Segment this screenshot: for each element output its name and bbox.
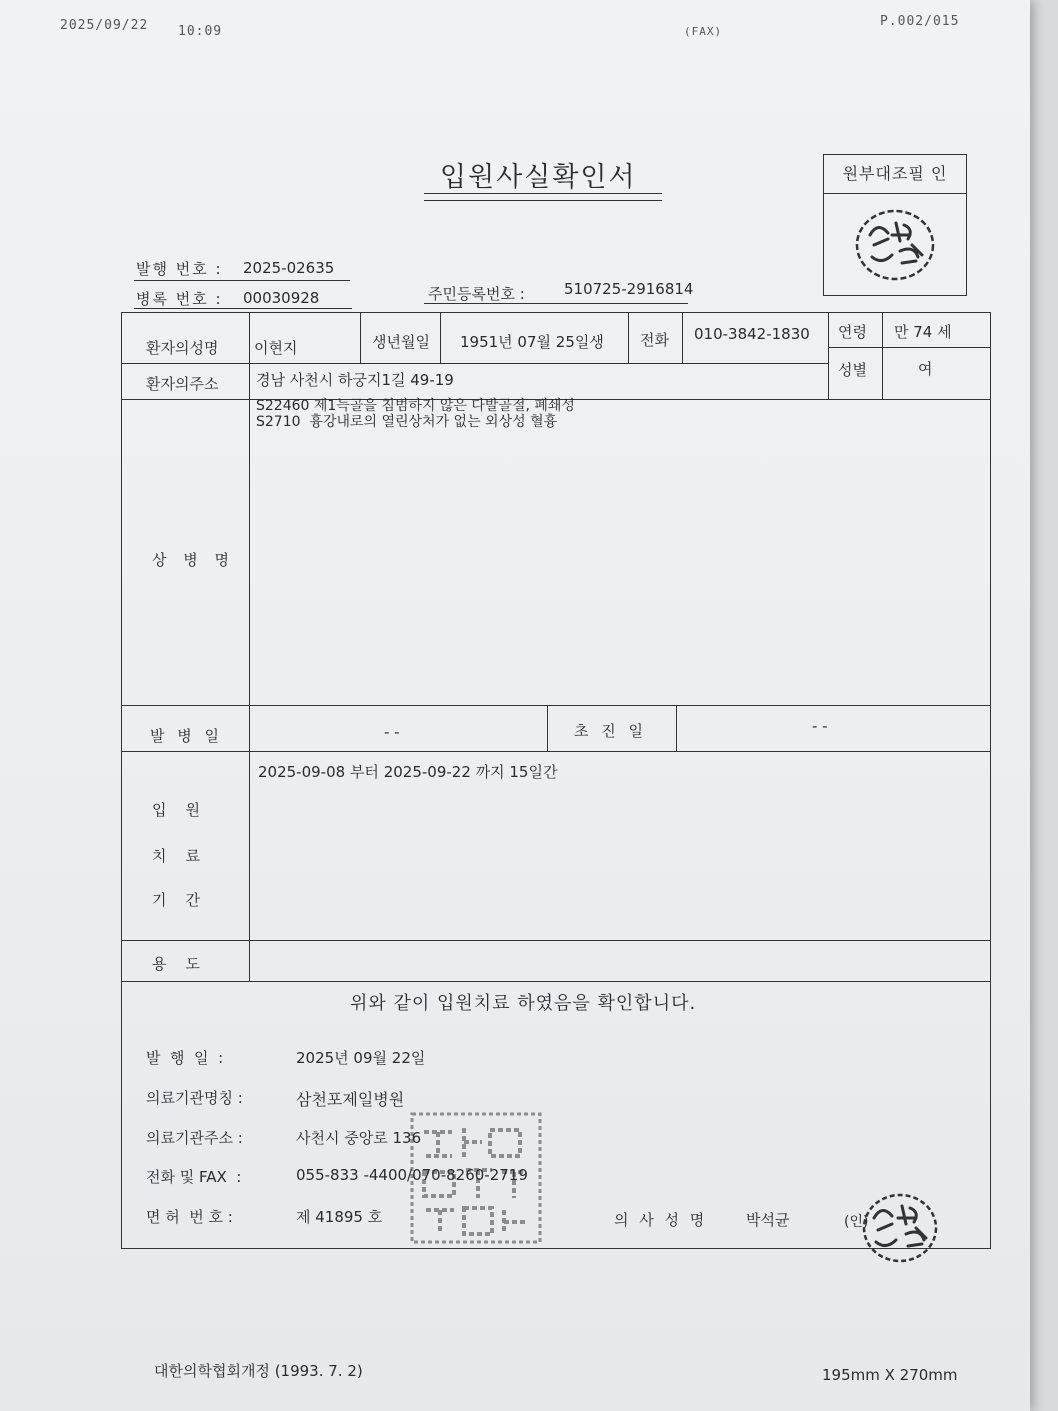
resident-number-value: 510725-2916814 — [564, 280, 694, 298]
institution-name-label: 의료기관명칭 : — [146, 1089, 243, 1107]
row-line-4 — [122, 751, 990, 752]
col-line-firstvisit-val — [676, 705, 677, 751]
issue-date-label: 발 행 일 : — [146, 1049, 224, 1067]
title-underline-2 — [424, 200, 662, 201]
resident-number-label: 주민등록번호 : — [428, 285, 525, 303]
admission-label-2: 치 료 — [152, 847, 201, 865]
paper-size-note: 195mm X 270mm — [822, 1366, 958, 1384]
fax-date: 2025/09/22 — [60, 18, 149, 33]
diagnosis-line-1: S22460 제1늑골을 침범하지 않은 다발골절, 폐쇄성 — [256, 398, 575, 414]
sex-value: 여 — [918, 360, 933, 378]
info-table — [121, 312, 991, 1249]
title-underline — [424, 193, 662, 194]
row-line-3 — [122, 705, 990, 706]
confirmation-statement: 위와 같이 입원치료 하였음을 확인합니다. — [350, 993, 697, 1014]
seal-mark: (인) — [844, 1214, 869, 1230]
license-number-value: 제 41895 호 — [296, 1208, 383, 1226]
onset-value: - - — [384, 723, 400, 741]
fax-time: 10:09 — [178, 24, 223, 39]
phone-label: 전화 — [640, 331, 669, 349]
admission-label-3: 기 간 — [152, 891, 201, 909]
row-line-6 — [122, 981, 990, 982]
record-number-value: 00030928 — [243, 289, 320, 307]
row-line-1 — [122, 363, 828, 364]
age-label: 연령 — [838, 323, 867, 341]
institution-address-label: 의료기관주소 : — [146, 1129, 243, 1147]
form-revision-note: 대한의학협회개정 (1993. 7. 2) — [154, 1362, 363, 1380]
phone-fax-label: 전화 및 FAX : — [146, 1168, 242, 1186]
patient-name-label: 환자의성명 — [146, 339, 219, 357]
doctor-seal-icon — [852, 205, 938, 285]
issue-date-value: 2025년 09월 22일 — [296, 1049, 426, 1067]
record-underline — [134, 308, 352, 309]
issue-number-value: 2025-02635 — [243, 259, 335, 277]
license-number-label: 면 허 번 호 : — [146, 1208, 233, 1226]
age-value: 만 74 세 — [894, 323, 952, 341]
admission-label-1: 입 원 — [152, 801, 201, 819]
resident-underline — [424, 303, 688, 304]
patient-name-value: 이현지 — [254, 339, 298, 357]
institution-address-value: 사천시 중앙로 136 — [296, 1129, 422, 1147]
fax-page: P.002/015 — [880, 14, 960, 29]
diagnosis-line-2: S2710 흉강내로의 열린상처가 없는 외상성 혈흉 — [256, 414, 558, 430]
col-line-label — [249, 313, 250, 981]
row-line-5 — [122, 940, 990, 941]
col-line-firstvisit — [547, 705, 548, 751]
doctor-signature-seal-icon — [858, 1190, 942, 1268]
first-visit-value: - - — [812, 717, 828, 735]
birth-label: 생년월일 — [372, 333, 430, 351]
address-label: 환자의주소 — [146, 375, 219, 393]
admission-period-value: 2025-09-08 부터 2025-09-22 까지 15일간 — [258, 763, 558, 781]
purpose-label: 용 도 — [152, 955, 201, 973]
hospital-stamp-icon — [408, 1110, 544, 1246]
doctor-name-label: 의 사 성 명 — [614, 1211, 708, 1229]
first-visit-label: 초 진 일 — [574, 722, 648, 740]
address-value: 경남 사천시 하궁지1길 49-19 — [256, 371, 454, 389]
col-line-birth — [360, 313, 361, 363]
col-line-phone-val — [682, 313, 683, 363]
onset-label: 발 병 일 — [150, 727, 224, 745]
institution-name-value: 삼천포제일병원 — [296, 1090, 405, 1109]
original-check-label: 원부대조필 인 — [824, 155, 966, 194]
diagnosis-label: 상 병 명 — [152, 551, 236, 569]
phone-fax-value: 055-833 -4400/070-8260-2719 — [296, 1166, 528, 1184]
sex-label: 성별 — [838, 361, 867, 379]
col-line-phone — [628, 313, 629, 363]
original-check-box — [823, 154, 967, 296]
row-line-age — [828, 347, 990, 348]
birth-value: 1951년 07월 25일생 — [460, 333, 604, 351]
phone-value: 010-3842-1830 — [694, 325, 810, 343]
issue-underline — [134, 280, 350, 281]
record-number-label: 병록 번호 : — [136, 290, 223, 308]
document-title: 입원사실확인서 — [440, 162, 637, 193]
doctor-name-value: 박석균 — [746, 1211, 790, 1229]
fax-mode: (FAX) — [684, 25, 723, 38]
col-line-age — [828, 313, 829, 399]
col-line-birth-val — [440, 313, 441, 363]
col-line-age-val — [882, 313, 883, 399]
issue-number-label: 발행 번호 : — [136, 260, 223, 278]
